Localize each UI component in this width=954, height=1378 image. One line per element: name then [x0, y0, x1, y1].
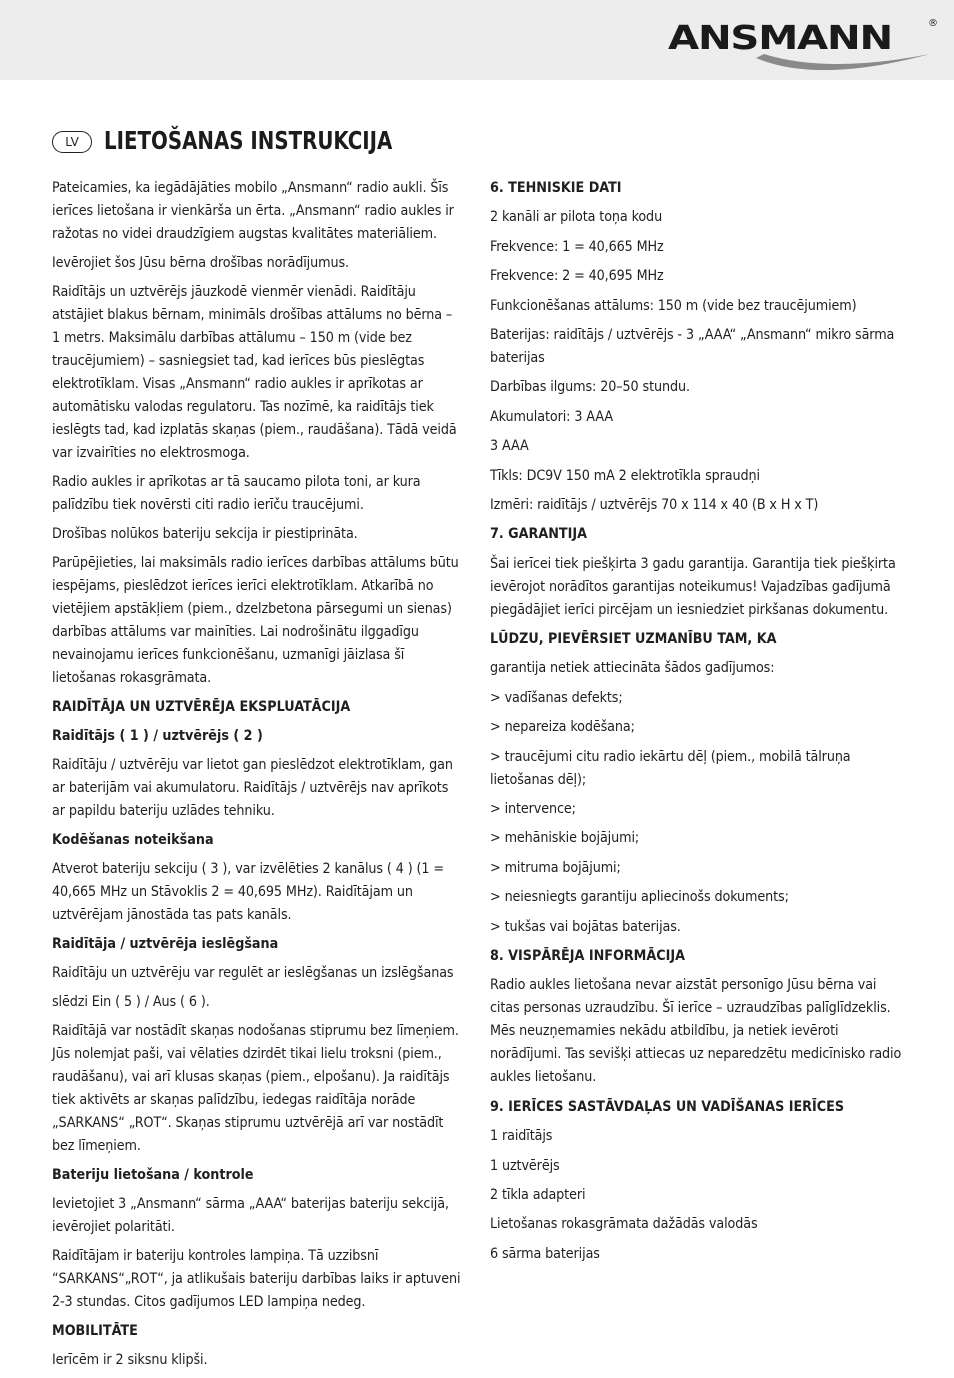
- left-paragraph: Raidītāju un uztvērēju var regulēt ar ieslēgšanas un izslēgšanas: [52, 965, 454, 981]
- right-paragraph: 2 tīkla adapteri: [490, 1186, 586, 1203]
- right-bullet-item: > intervence;: [490, 798, 902, 821]
- right-bullet-item: > traucējumi citu radio iekārtu dēļ (piem., mobilā tālruņa lietošanas dēļ);: [490, 746, 902, 792]
- left-paragraph: Drošības nolūkos bateriju sekcija ir piestiprināta.: [52, 526, 358, 542]
- left-paragraph: Ierīcēm ir 2 siksnu klipši.: [52, 1352, 208, 1368]
- right-paragraph: 1 raidītājs: [490, 1128, 553, 1145]
- right-paragraph: 2 kanāli ar pilota toņa kodu: [490, 209, 663, 226]
- right-paragraph: Tīkls: DC9V 150 mA 2 elektrotīkla spraudņi: [490, 467, 760, 484]
- right-paragraph: Funkcionēšanas attālums: 150 m (vide bez traucējumiem): [490, 297, 857, 314]
- right-bullet-item: > neiesniegts garantiju apliecinošs dokuments;: [490, 886, 902, 909]
- left-paragraph: Radio aukles ir aprīkotas ar tā saucamo pilota toni, ar kura palīdzību tiek novērsti citi radio ierīču traucējumi.: [52, 474, 421, 513]
- right-bullet-item: > mehāniskie bojājumi;: [490, 827, 902, 850]
- left-subheading: Kodēšanas noteikšana: [52, 832, 214, 848]
- left-subheading: Bateriju lietošana / kontrole: [52, 1167, 254, 1183]
- right-paragraph: Baterijas: raidītājs / uztvērējs - 3 „AAA“ „Ansmann“ mikro sārma baterijas: [490, 326, 895, 366]
- right-paragraph: 1 uztvērējs: [490, 1157, 560, 1174]
- right-paragraph: Šai ierīcei tiek piešķirta 3 gadu garantija. Garantija tiek piešķirta ievērojot norādītos garantijas noteikumus! Vajadzības gadījumā piegādājiet ierīci pircējam un iesniedziet pirkšanas dokumentu.: [490, 555, 896, 618]
- registered-mark: ®: [928, 18, 938, 29]
- left-section-heading: MOBILITĀTE: [52, 1323, 138, 1339]
- left-paragraph: Ievietojiet 3 „Ansmann“ sārma „AAA“ baterijas bateriju sekcijā, ievērojiet polaritāti.: [52, 1196, 449, 1235]
- logo-wordmark: ANSMANN: [668, 18, 892, 57]
- right-section-heading: 8. VISPĀRĒJA INFORMĀCIJA: [490, 947, 685, 964]
- right-bullet-item: > mitruma bojājumi;: [490, 857, 902, 880]
- right-section-heading: 6. TEHNISKIE DATI: [490, 180, 622, 196]
- left-paragraph: Atverot bateriju sekciju ( 3 ), var izvēlēties 2 kanālus ( 4 ) (1 = 40,665 MHz un Stāvoklis 2 = 40,695 MHz). Raidītājam un uztvērējam jānostāda tas pats kanāls.: [52, 861, 444, 923]
- left-subheading: Raidītāja / uztvērēja ieslēgšana: [52, 936, 279, 952]
- left-subheading: Raidītājs ( 1 ) / uztvērējs ( 2 ): [52, 728, 263, 744]
- right-section-heading: 7. GARANTIJA: [490, 526, 587, 543]
- right-section-heading: 9. IERĪCES SASTĀVDAĻAS UN VADĪŠANAS IERĪCES: [490, 1098, 845, 1115]
- left-paragraph: Raidītājā var nostādīt skaņas nodošanas stiprumu bez līmeņiem. Jūs nolemjat paši, vai vēlaties dzirdēt tikai lielu troksni (piem., raudāšanu), vai arī klusas skaņas (piem., elpošanu). Ja raidītājs tiek aktivēts ar skaņas palīdzību, iedegas raidītāja norāde „SARKANS“ „ROT“. Skaņas stiprumu uztvērējā arī var nostādīt bez līmeņiem.: [52, 1023, 459, 1154]
- left-paragraph: Raidītāju / uztvērēju var lietot gan pieslēdzot elektrotīklam, gan ar baterijām vai akumulatoru. Raidītājs / uztvērējs nav aprīkots ar papildu bateriju uzlādes tehniku.: [52, 757, 453, 819]
- right-paragraph: Izmēri: raidītājs / uztvērējs 70 x 114 x 40 (B x H x T): [490, 496, 819, 513]
- language-badge: LV: [52, 131, 92, 153]
- right-paragraph: Frekvence: 1 = 40,665 MHz: [490, 238, 664, 255]
- right-paragraph: Radio aukles lietošana nevar aizstāt personīgo Jūsu bērna vai citas personas uzraudzību. Šī ierīce – uzraudzības palīglīdzeklis. Mēs neuzņemamies nekādu atbildību, ja netiek ievēroti norādījumi. Tas sevišķi attiecas uz neparedzētu medicīnisko radio aukles lietošanu.: [490, 977, 902, 1086]
- right-paragraph: Frekvence: 2 = 40,695 MHz: [490, 268, 664, 285]
- right-section-heading: LŪDZU, PIEVĒRSIET UZMANĪBU TAM, KA: [490, 631, 777, 648]
- right-paragraph: 6 sārma baterijas: [490, 1245, 600, 1262]
- left-paragraph: Parūpējieties, lai maksimāls radio ierīces darbības attālums būtu iespējams, pieslēdzot ierīces ierīci elektrotīklam. Atkarībā no vietējiem apstākļiem (piem., dzelzbetona pārsegumi un sienas) darbības attālums var mainīties. Lai nodrošinātu ilggadīgu nevainojamu ierīces funkcionēšanu, uzmanīgi jāizlasa šī lietošanas rokasgrāmata.: [52, 555, 459, 686]
- right-bullet-item: > tukšas vai bojātas baterijas.: [490, 916, 902, 939]
- right-bullet-item: > nepareiza kodēšana;: [490, 716, 902, 739]
- right-bullet-item: > vadīšanas defekts;: [490, 687, 902, 710]
- right-paragraph: garantija netiek attiecināta šādos gadījumos:: [490, 660, 775, 677]
- left-paragraph: Pateicamies, ka iegādājāties mobilo „Ansmann“ radio aukli. Šīs ierīces lietošana ir vienkārša un ērta. „Ansmann“ radio aukles ir ražotas no videi draudzīgiem augstas kvalitātes materiāliem.: [52, 180, 454, 242]
- right-paragraph: Lietošanas rokasgrāmata dažādās valodās: [490, 1216, 758, 1233]
- right-paragraph: Akumulatori: 3 AAA: [490, 408, 613, 425]
- left-column: [52, 177, 464, 1378]
- page-title: LIETOŠANAS INSTRUKCIJA: [104, 126, 393, 155]
- ansmann-logo: [668, 14, 938, 78]
- left-section-heading: RAIDĪTĀJA UN UZTVĒRĒJA EKSPLUATĀCIJA: [52, 699, 351, 715]
- right-paragraph: Darbības ilgums: 20–50 stundu.: [490, 379, 690, 396]
- left-paragraph: slēdzi Ein ( 5 ) / Aus ( 6 ).: [52, 994, 210, 1010]
- left-paragraph: Raidītājs un uztvērējs jāuzkodē vienmēr vienādi. Raidītāju atstājiet blakus bērnam, minimāls drošības attālums no bērna – 1 metrs. Maksimālu darbības attālumu – 150 m (vide bez traucējumiem) – sasniegsiet tad, kad ierīces būs pieslēgtas elektrotīklam. Visas „Ansmann“ radio aukles ir aprīkotas ar automātisku valodas regulatoru. Tas nozīmē, ka raidītājs tiek ieslēgts tad, kad izplatās skaņas (piem., raudāšana). Tādā veidā var izvairīties no elektrosmoga.: [52, 284, 457, 461]
- left-paragraph: Raidītājam ir bateriju kontroles lampiņa. Tā uzzibsnī “SARKANS“„ROT“, ja atlikušais bateriju darbības laiks ir aptuveni 2-3 stundas. Citos gadījumos LED lampiņa nedeg.: [52, 1248, 461, 1310]
- left-paragraph: Ievērojiet šos Jūsu bērna drošības norādījumus.: [52, 255, 349, 271]
- right-paragraph: 3 AAA: [490, 438, 529, 455]
- right-column: [490, 177, 902, 1272]
